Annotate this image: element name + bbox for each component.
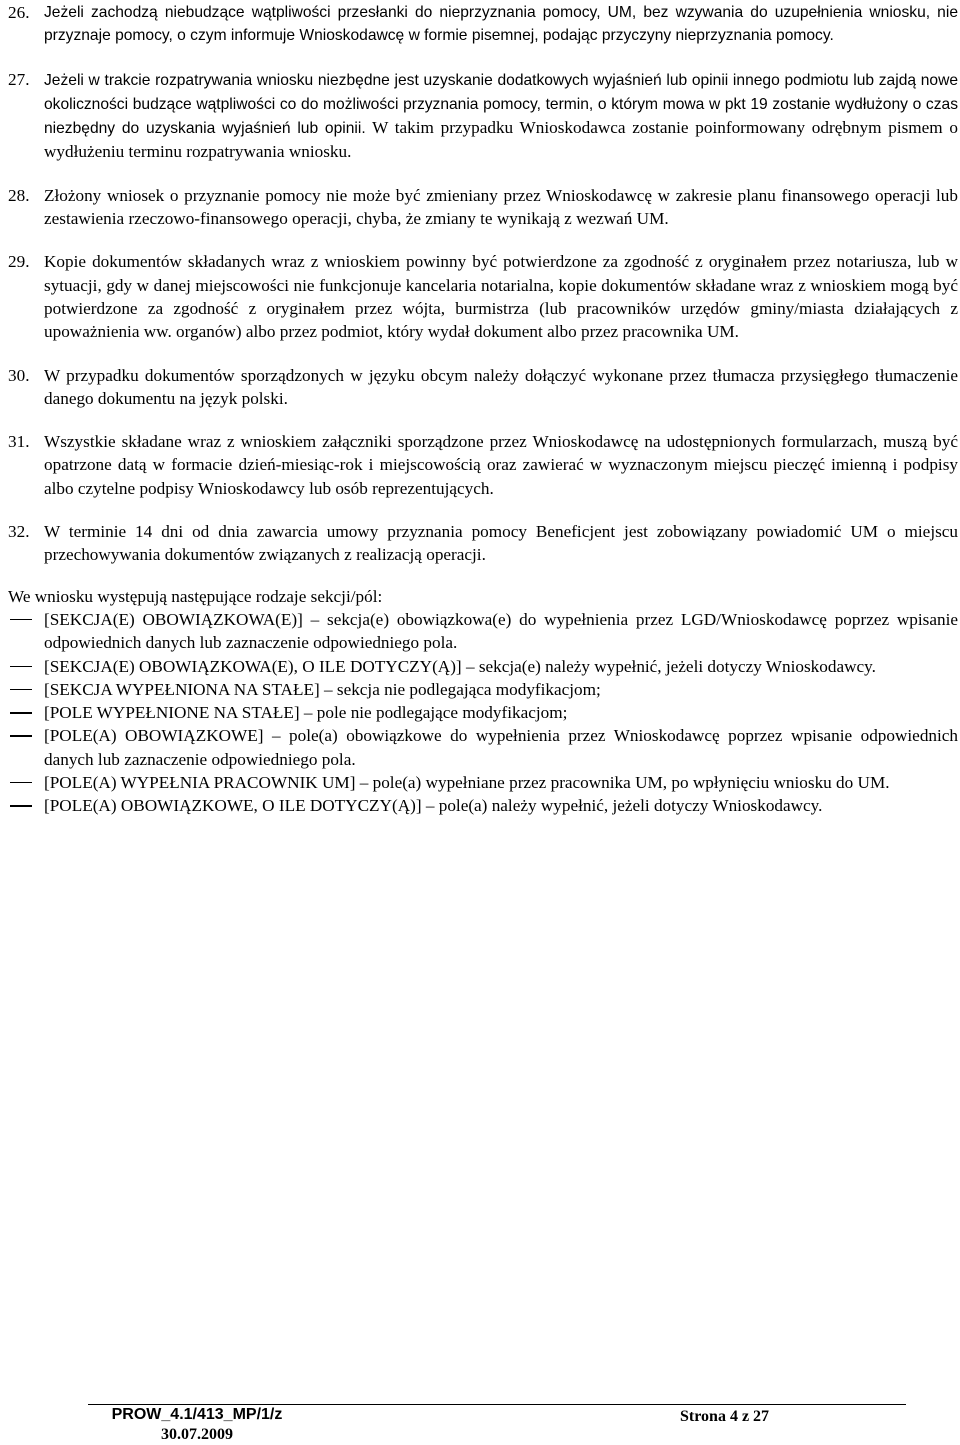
item-text: Kopie dokumentów składanych wraz z wnioskiem powinny być potwierdzone za zgodność z oryginałem przez notariusza, lub w sytuacji, gdy w danej miejscowości nie funkcjonuje kancelaria notarialna, kopie dokumentów składane wraz z wnioskiem mogą być potwierdzone za zgodność z oryginałem przez wójta, burmistrza (lub pracowników urzędów gminy/miasta działających z upoważnienia ww. organów) albo przez podmiot, który wydał dokument albo przez pracownika UM. (44, 252, 958, 342)
section-type-text: [POLE(A) OBOWIĄZKOWE, O ILE DOTYCZY(Ą)] – pole(a) należy wypełnić, jeżeli dotyczy Wnioskodawcy. (44, 796, 823, 816)
dash-bullet-icon (8, 724, 44, 747)
dash-bullet-icon (8, 655, 44, 678)
list-item (8, 68, 958, 164)
footer-doc-code: PROW_4.1/413_MP/1/z (111, 1406, 283, 1423)
dash-bullet-icon (8, 771, 44, 794)
item-number: 26. (8, 3, 30, 22)
list-item (8, 250, 958, 343)
section-type-item (8, 724, 958, 771)
item-number: 31. (8, 432, 30, 452)
item-number: 29. (8, 252, 30, 272)
item-text: W przypadku dokumentów sporządzonych w języku obcym należy dołączyć wykonane przez tłumacza przysięgłego tłumaczenie danego dokumentu na język polski. (44, 365, 958, 408)
footer-doc-id (89, 1405, 305, 1445)
item-number: 27. (8, 69, 30, 89)
section-type-text: [POLE(A) OBOWIĄZKOWE] – pole(a) obowiązkowe do wypełnienia przez Wnioskodawcę poprzez wpisanie odpowiednich danych lub zaznaczenie odpowiedniego pola. (44, 726, 958, 769)
list-item (8, 364, 958, 411)
item-number: 30. (8, 365, 30, 385)
section-type-text: [SEKCJA(E) OBOWIĄZKOWA(E), O ILE DOTYCZY(Ą)] – sekcja(e) należy wypełnić, jeżeli dotyczy Wnioskodawcy. (44, 656, 876, 676)
list-item (8, 520, 958, 567)
section-type-item (8, 678, 958, 701)
section-type-item (8, 655, 958, 678)
section-type-text: [POLE(A) WYPEŁNIA PRACOWNIK UM] – pole(a) wypełniane przez pracownika UM, po wpłynięciu wniosku do UM. (44, 773, 890, 793)
section-type-text: [POLE WYPEŁNIONE NA STAŁE] – pole nie podlegające modyfikacjom; (44, 703, 568, 723)
list-item (8, 184, 958, 231)
item-number: 28. (8, 185, 30, 205)
section-type-item (8, 608, 958, 655)
item-text: Wszystkie składane wraz z wnioskiem załączniki sporządzone przez Wnioskodawcę na udostępnionych formularzach, muszą być opatrzone datą w formacie dzień-miesiąc-rok i miejscowością oraz zawierać w wyznaczonym miejscu pieczęć imienną i podpisy albo czytelne podpisy Wnioskodawcy lub osób reprezentujących. (44, 432, 958, 498)
footer-doc-date: 30.07.2009 (161, 1426, 233, 1443)
sections-intro: We wniosku występują następujące rodzaje sekcji/pól: (8, 586, 383, 606)
item-text (44, 68, 958, 164)
list-item (8, 430, 958, 500)
section-type-text: [SEKCJA(E) OBOWIĄZKOWA(E)] – sekcja(e) obowiązkowa(e) do wypełnienia przez LGD/Wnioskodawcę poprzez wpisanie odpowiednich danych lub zaznaczenie odpowiedniego pola. (44, 609, 958, 653)
item-text-part: W takim przypadku Wnioskodawca zostanie poinformowany odrębnym pismem o wydłużeniu terminu rozpatrywania wniosku. (44, 118, 958, 162)
item-text: Jeżeli zachodzą niebudzące wątpliwości przesłanki do nieprzyznania pomocy, UM, bez wzywania do uzupełnienia wniosku, nie przyznaje pomocy, o czym informuje Wnioskodawcę w formie pisemnej, podając przyczyny nieprzyznania pomocy. (44, 4, 958, 45)
item-number: 32. (8, 522, 30, 542)
sections-list (8, 608, 958, 818)
section-type-item (8, 771, 958, 794)
dash-bullet-icon (8, 701, 44, 724)
item-text-part: Jeżeli w trakcie rozpatrywania wniosku niezbędne jest uzyskanie dodatkowych wyjaśnień lub opinii innego podmiotu lub zajdą nowe okoliczności budzące wątpliwości co do możliwości przyznania pomocy, termin, o którym mowa w pkt 19 zostanie wydłużony o czas niezbędny do uzyskania wyjaśnień lub opinii. (44, 71, 958, 138)
footer-page-number: Strona 4 z 27 (680, 1408, 770, 1425)
section-type-text: [SEKCJA WYPEŁNIONA NA STAŁE] – sekcja nie podlegająca modyfikacjom; (44, 679, 601, 699)
item-text: W terminie 14 dni od dnia zawarcia umowy przyznania pomocy Beneficjent jest zobowiązany powiadomić UM o miejscu przechowywania dokumentów związanych z realizacją operacji. (44, 522, 958, 565)
numbered-items (8, 0, 958, 818)
list-item (8, 1, 958, 48)
item-text: Złożony wniosek o przyznanie pomocy nie może być zmieniany przez Wnioskodawcę w zakresie planu finansowego operacji lub zestawienia rzeczowo-finansowego operacji, chyba, że zmiany te wynikają z wezwań UM. (44, 185, 958, 229)
section-type-item (8, 794, 958, 817)
dash-bullet-icon (8, 608, 44, 631)
dash-bullet-icon (8, 678, 44, 701)
section-type-item (8, 701, 958, 724)
dash-bullet-icon (8, 794, 44, 817)
